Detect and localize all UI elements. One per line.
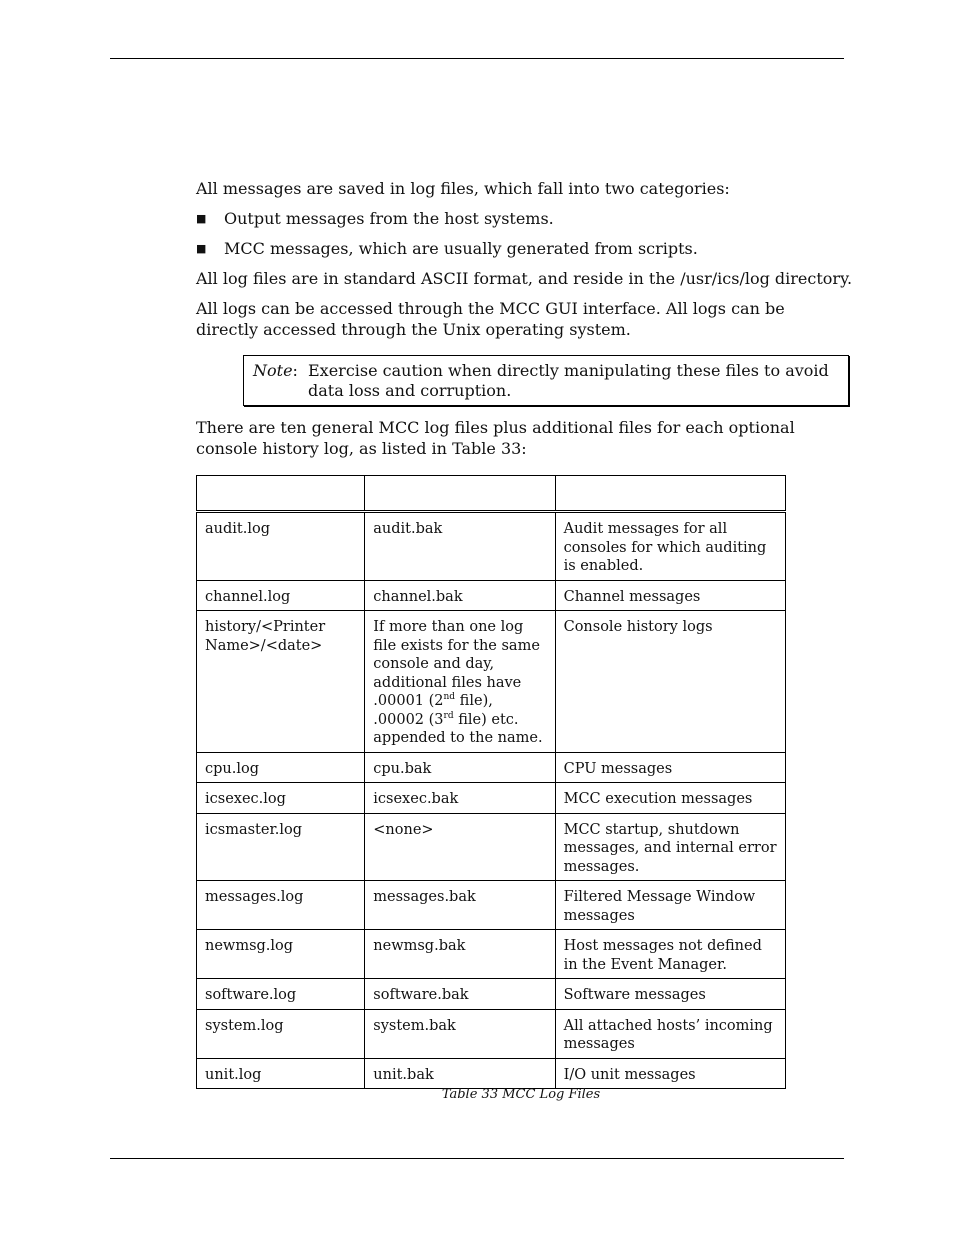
backup-file-cell: system.bak: [365, 1009, 555, 1058]
backup-file-cell: software.bak: [365, 979, 555, 1010]
description-cell: MCC execution messages: [555, 783, 785, 814]
log-file-cell: software.log: [197, 979, 365, 1010]
header-rule: [110, 58, 844, 59]
log-file-cell: history/<Printer Name>/<date>: [197, 611, 365, 753]
backup-note-part: file) etc. appended to the name.: [373, 711, 543, 746]
table-row: [197, 813, 786, 881]
table-header-row: [197, 476, 786, 512]
square-bullet-icon: ■: [196, 212, 207, 225]
description-cell: I/O unit messages: [555, 1058, 785, 1089]
table-row: [197, 881, 786, 930]
ordinal-suffix: rd: [443, 710, 454, 721]
backup-file-cell: <none>: [365, 813, 555, 881]
log-file-cell: unit.log: [197, 1058, 365, 1089]
description-cell: CPU messages: [555, 752, 785, 783]
table-caption: Table 33 MCC Log Files: [441, 1087, 601, 1102]
footer-rule: [110, 1158, 844, 1159]
note-text: Exercise caution when directly manipulating these files to avoid data loss and corruption.: [308, 361, 829, 400]
description-cell: Channel messages: [555, 580, 785, 611]
backup-file-cell: messages.bak: [365, 881, 555, 930]
table-row: [197, 512, 786, 581]
log-file-cell: channel.log: [197, 580, 365, 611]
note-label: Note:: [253, 361, 298, 380]
description-cell: Host messages not defined in the Event Manager.: [555, 930, 785, 979]
description-cell: All attached hosts’ incoming messages: [555, 1009, 785, 1058]
description-cell: Software messages: [555, 979, 785, 1010]
access-paragraph: All logs can be accessed through the MCC GUI interface. All logs can be directly accessed through the Unix operating system.: [196, 299, 785, 339]
log-file-cell: messages.log: [197, 881, 365, 930]
ordinal-suffix: nd: [443, 692, 456, 703]
backup-file-cell: unit.bak: [365, 1058, 555, 1089]
description-cell: Filtered Message Window messages: [555, 881, 785, 930]
log-files-table: [196, 475, 786, 1089]
backup-file-cell: newmsg.bak: [365, 930, 555, 979]
table-row: [197, 979, 786, 1010]
table-row: [197, 1009, 786, 1058]
table-row: [197, 611, 786, 753]
backup-file-cell: [365, 611, 555, 753]
backup-file-cell: audit.bak: [365, 512, 555, 581]
intro-paragraph: All messages are saved in log files, which fall into two categories:: [196, 179, 730, 198]
log-file-cell: cpu.log: [197, 752, 365, 783]
bullet-text: Output messages from the host systems.: [224, 209, 554, 228]
ascii-paragraph: All log files are in standard ASCII format, and reside in the /usr/ics/log directory.: [196, 269, 853, 288]
square-bullet-icon: ■: [196, 242, 207, 255]
table-intro-paragraph: There are ten general MCC log files plus additional files for each optional console history log, as listed in Table 33:: [196, 418, 795, 458]
backup-file-cell: channel.bak: [365, 580, 555, 611]
backup-note-part: If more than one log file exists for the same console and day, additional files have .00001 (2: [373, 619, 540, 709]
table-row: [197, 580, 786, 611]
table-row: [197, 783, 786, 814]
backup-note-part: file), .00002 (3: [373, 693, 493, 728]
table-header-cell: [555, 476, 785, 512]
description-cell: Audit messages for all consoles for which auditing is enabled.: [555, 512, 785, 581]
log-file-cell: newmsg.log: [197, 930, 365, 979]
log-file-cell: system.log: [197, 1009, 365, 1058]
table-header-cell: [197, 476, 365, 512]
table-row: [197, 930, 786, 979]
backup-file-cell: icsexec.bak: [365, 783, 555, 814]
log-file-cell: audit.log: [197, 512, 365, 581]
table-row: [197, 1058, 786, 1089]
backup-file-cell: cpu.bak: [365, 752, 555, 783]
description-cell: MCC startup, shutdown messages, and internal error messages.: [555, 813, 785, 881]
log-file-cell: icsexec.log: [197, 783, 365, 814]
bullet-text: MCC messages, which are usually generated from scripts.: [224, 239, 698, 258]
description-cell: Console history logs: [555, 611, 785, 753]
log-file-cell: icsmaster.log: [197, 813, 365, 881]
table-header-cell: [365, 476, 555, 512]
table-row: [197, 752, 786, 783]
note-box: [243, 355, 849, 406]
